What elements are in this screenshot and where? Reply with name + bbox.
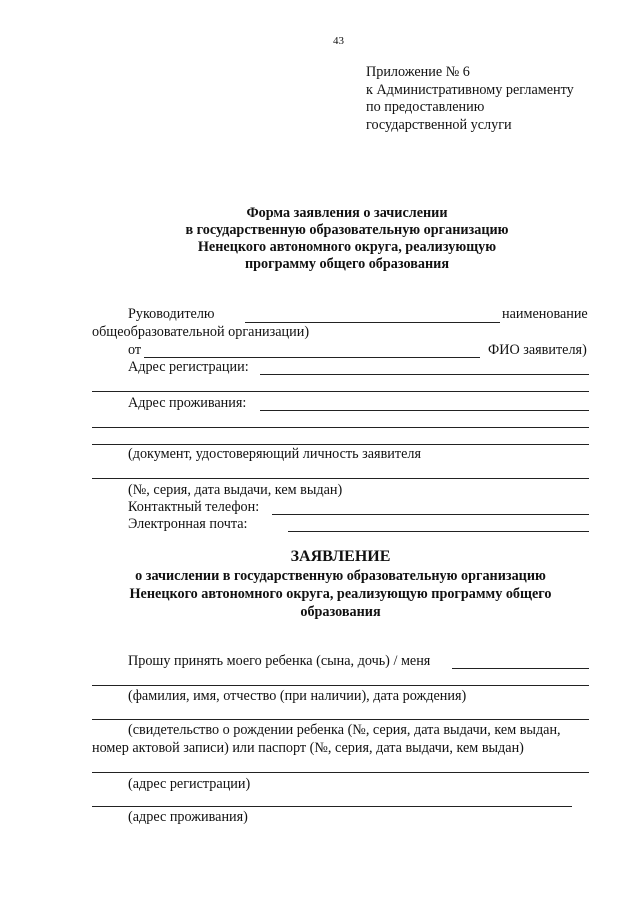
phone-field[interactable] — [272, 514, 589, 515]
statement-title-line-4: образования — [300, 604, 381, 620]
statement-title-line-3: Ненецкого автономного округа, реализующую программу общего — [129, 586, 552, 602]
form-title-line-1: Форма заявления о зачислении — [246, 205, 448, 221]
page-number: 43 — [333, 35, 344, 47]
id-doc-details-hint: (№, серия, дата выдачи, кем выдан) — [128, 482, 343, 498]
org-hint-part-2: общеобразовательной организации) — [92, 324, 310, 340]
live-address-field[interactable] — [260, 410, 589, 411]
reg-address-field[interactable] — [260, 374, 589, 375]
org-name-field[interactable] — [245, 322, 500, 323]
statement-title-line-2: о зачислении в государственную образовательную организацию — [135, 568, 546, 584]
form-title-line-4: программу общего образования — [244, 256, 450, 272]
live-address-field-line-2[interactable] — [92, 427, 589, 428]
appendix-line-3: по предоставлению — [366, 99, 485, 115]
reg-address-label: Адрес регистрации: — [128, 359, 249, 375]
id-doc-hint: (документ, удостоверяющий личность заявителя — [128, 446, 421, 462]
appendix-line-4: государственной услуги — [366, 117, 512, 133]
phone-label: Контактный телефон: — [128, 499, 260, 515]
statement-title-line-1: ЗАЯВЛЕНИЕ — [290, 548, 391, 565]
fio-field[interactable] — [144, 357, 480, 358]
reg-address-child-field[interactable] — [92, 772, 589, 773]
applicant-field[interactable] — [452, 668, 589, 669]
to-label: Руководителю — [128, 306, 215, 322]
email-label: Электронная почта: — [128, 516, 248, 532]
live-address-field-line-3[interactable] — [92, 444, 589, 445]
from-label: от — [128, 342, 142, 358]
name-hint: (фамилия, имя, отчество (при наличии), дата рождения) — [128, 688, 467, 704]
form-title-line-2: в государственную образовательную организацию — [185, 222, 509, 238]
appendix-line-1: Приложение № 6 — [366, 64, 470, 80]
birth-cert-field[interactable] — [92, 719, 589, 720]
id-doc-details-field[interactable] — [92, 478, 589, 479]
live-address-hint: (адрес проживания) — [128, 809, 248, 825]
org-hint-part-1: наименование — [502, 306, 588, 322]
birth-cert-hint-line-2: номер актовой записи) или паспорт (№, серия, дата выдачи, кем выдан) — [92, 740, 524, 756]
live-address-label: Адрес проживания: — [128, 395, 247, 411]
live-address-child-field[interactable] — [92, 806, 572, 807]
email-field[interactable] — [288, 531, 589, 532]
form-title-line-3: Ненецкого автономного округа, реализующую — [197, 239, 497, 255]
reg-address-hint: (адрес регистрации) — [128, 776, 251, 792]
birth-cert-hint-line-1: (свидетельство о рождении ребенка (№, серия, дата выдачи, кем выдан, — [128, 722, 561, 738]
reg-address-field-line-2[interactable] — [92, 391, 589, 392]
fio-hint: ФИО заявителя) — [488, 342, 587, 358]
request-text: Прошу принять моего ребенка (сына, дочь) / меня — [128, 653, 431, 669]
appendix-line-2: к Административному регламенту — [366, 82, 574, 98]
applicant-field-line-2[interactable] — [92, 685, 589, 686]
